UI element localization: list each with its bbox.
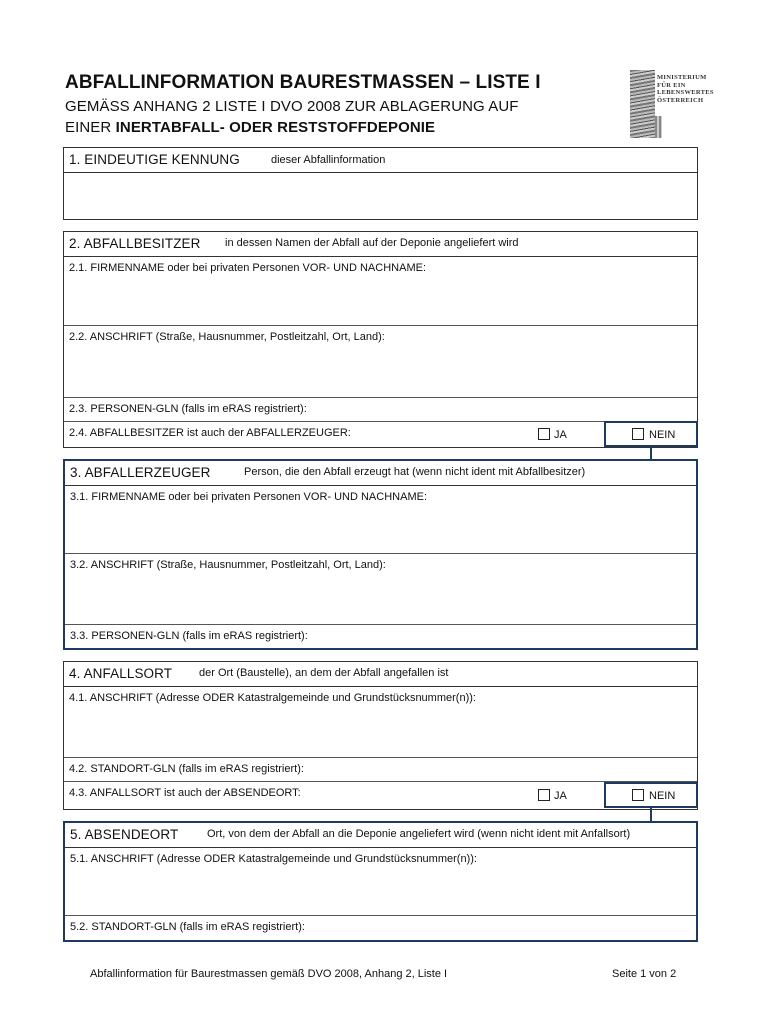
section-header (65, 823, 696, 848)
subtitle-prefix: EINER (65, 119, 116, 136)
section-heading: 2. ABFALLBESITZER (69, 236, 201, 251)
kennung-field[interactable] (64, 173, 697, 219)
nein-checkbox-anfallsort[interactable] (632, 789, 644, 801)
section-header (64, 148, 697, 173)
section-heading: 1. EINDEUTIGE KENNUNG (69, 152, 240, 167)
ja-checkbox-besitzer[interactable] (538, 428, 550, 440)
firmenname-field[interactable] (64, 257, 697, 326)
nein-label: NEIN (649, 429, 676, 441)
anfallsort-ist-absendeort-row (64, 782, 697, 807)
logo-line: MINISTERIUM (657, 74, 707, 81)
standort-gln-field[interactable] (65, 916, 696, 940)
section-2-abfallbesitzer (63, 231, 698, 448)
personen-gln-field[interactable] (65, 625, 696, 649)
ja-checkbox-anfallsort[interactable] (538, 789, 550, 801)
standort-gln-field[interactable] (64, 758, 697, 782)
ja-label: JA (554, 790, 567, 802)
section-description: Ort, von dem der Abfall an die Deponie angeliefert wird (wenn nicht ident mit Anfallsort) (207, 828, 631, 840)
logo-line: LEBENSWERTES (657, 89, 714, 97)
section-header (64, 232, 697, 257)
field-label: 4.2. STANDORT-GLN (falls im eRAS registriert): (69, 763, 304, 775)
section-description: Person, die den Abfall erzeugt hat (wenn nicht ident mit Abfallbesitzer) (244, 466, 586, 478)
footer-page-number: Seite 1 von 2 (612, 968, 677, 980)
footer-document-name: Abfallinformation für Baurestmassen gemäß DVO 2008, Anhang 2, Liste I (90, 968, 448, 980)
field-label: 4.1. ANSCHRIFT (Adresse ODER Katastralgemeinde und Grundstücksnummer(n)): (69, 692, 476, 704)
firmenname-field[interactable] (65, 486, 696, 554)
besitzer-ist-erzeuger-row (64, 422, 697, 446)
anschrift-field[interactable] (64, 687, 697, 758)
section-heading: 3. ABFALLERZEUGER (70, 465, 211, 480)
ministry-logo (630, 70, 748, 138)
field-label: 4.3. ANFALLSORT ist auch der ABSENDEORT: (69, 787, 301, 799)
nein-checkbox-besitzer[interactable] (632, 428, 644, 440)
field-label: 3.2. ANSCHRIFT (Straße, Hausnummer, Postleitzahl, Ort, Land): (70, 559, 386, 571)
section-description: dieser Abfallinformation (271, 154, 386, 166)
section-heading: 5. ABSENDEORT (70, 827, 179, 842)
section-3-abfallerzeuger (63, 459, 698, 650)
logo-line: ÖSTERREICH (657, 96, 704, 104)
field-label: 3.1. FIRMENNAME oder bei privaten Personen VOR- UND NACHNAME: (70, 491, 427, 503)
section-header (65, 461, 696, 486)
section-description: der Ort (Baustelle), an dem der Abfall angefallen ist (199, 667, 449, 679)
ja-label: JA (554, 429, 567, 441)
logo-image-base (655, 116, 662, 138)
anschrift-field[interactable] (64, 326, 697, 398)
section-5-absendeort (63, 821, 698, 942)
personen-gln-field[interactable] (64, 398, 697, 422)
field-label: 2.4. ABFALLBESITZER ist auch der ABFALLERZEUGER: (69, 427, 351, 439)
section-4-anfallsort (63, 661, 698, 810)
anschrift-field[interactable] (65, 554, 696, 625)
section-heading: 4. ANFALLSORT (69, 666, 173, 681)
connector-line (650, 808, 652, 822)
document-subtitle-line1: GEMÄSS ANHANG 2 LISTE I DVO 2008 ZUR ABLAGERUNG AUF (65, 98, 519, 115)
subtitle-bold: INERTABFALL- ODER RESTSTOFFDEPONIE (115, 119, 436, 136)
field-label: 5.2. STANDORT-GLN (falls im eRAS registriert): (70, 921, 305, 933)
field-label: 2.1. FIRMENNAME oder bei privaten Personen VOR- UND NACHNAME: (69, 262, 426, 274)
logo-line: FÜR EIN (657, 81, 686, 89)
anschrift-field[interactable] (65, 848, 696, 916)
section-description: in dessen Namen der Abfall auf der Deponie angeliefert wird (225, 237, 519, 249)
field-label: 2.3. PERSONEN-GLN (falls im eRAS registriert): (69, 403, 307, 415)
field-label: 3.3. PERSONEN-GLN (falls im eRAS registriert): (70, 630, 308, 642)
section-1-eindeutige-kennung (63, 147, 698, 220)
field-label: 2.2. ANSCHRIFT (Straße, Hausnummer, Postleitzahl, Ort, Land): (69, 331, 385, 343)
field-label: 5.1. ANSCHRIFT (Adresse ODER Katastralgemeinde und Grundstücksnummer(n)): (70, 853, 477, 865)
document-title: ABFALLINFORMATION BAURESTMASSEN – LISTE I (65, 72, 541, 93)
section-header (64, 662, 697, 687)
nein-label: NEIN (649, 790, 676, 802)
document-subtitle-line2 (65, 119, 435, 136)
logo-image (630, 70, 655, 138)
logo-text (657, 74, 714, 104)
